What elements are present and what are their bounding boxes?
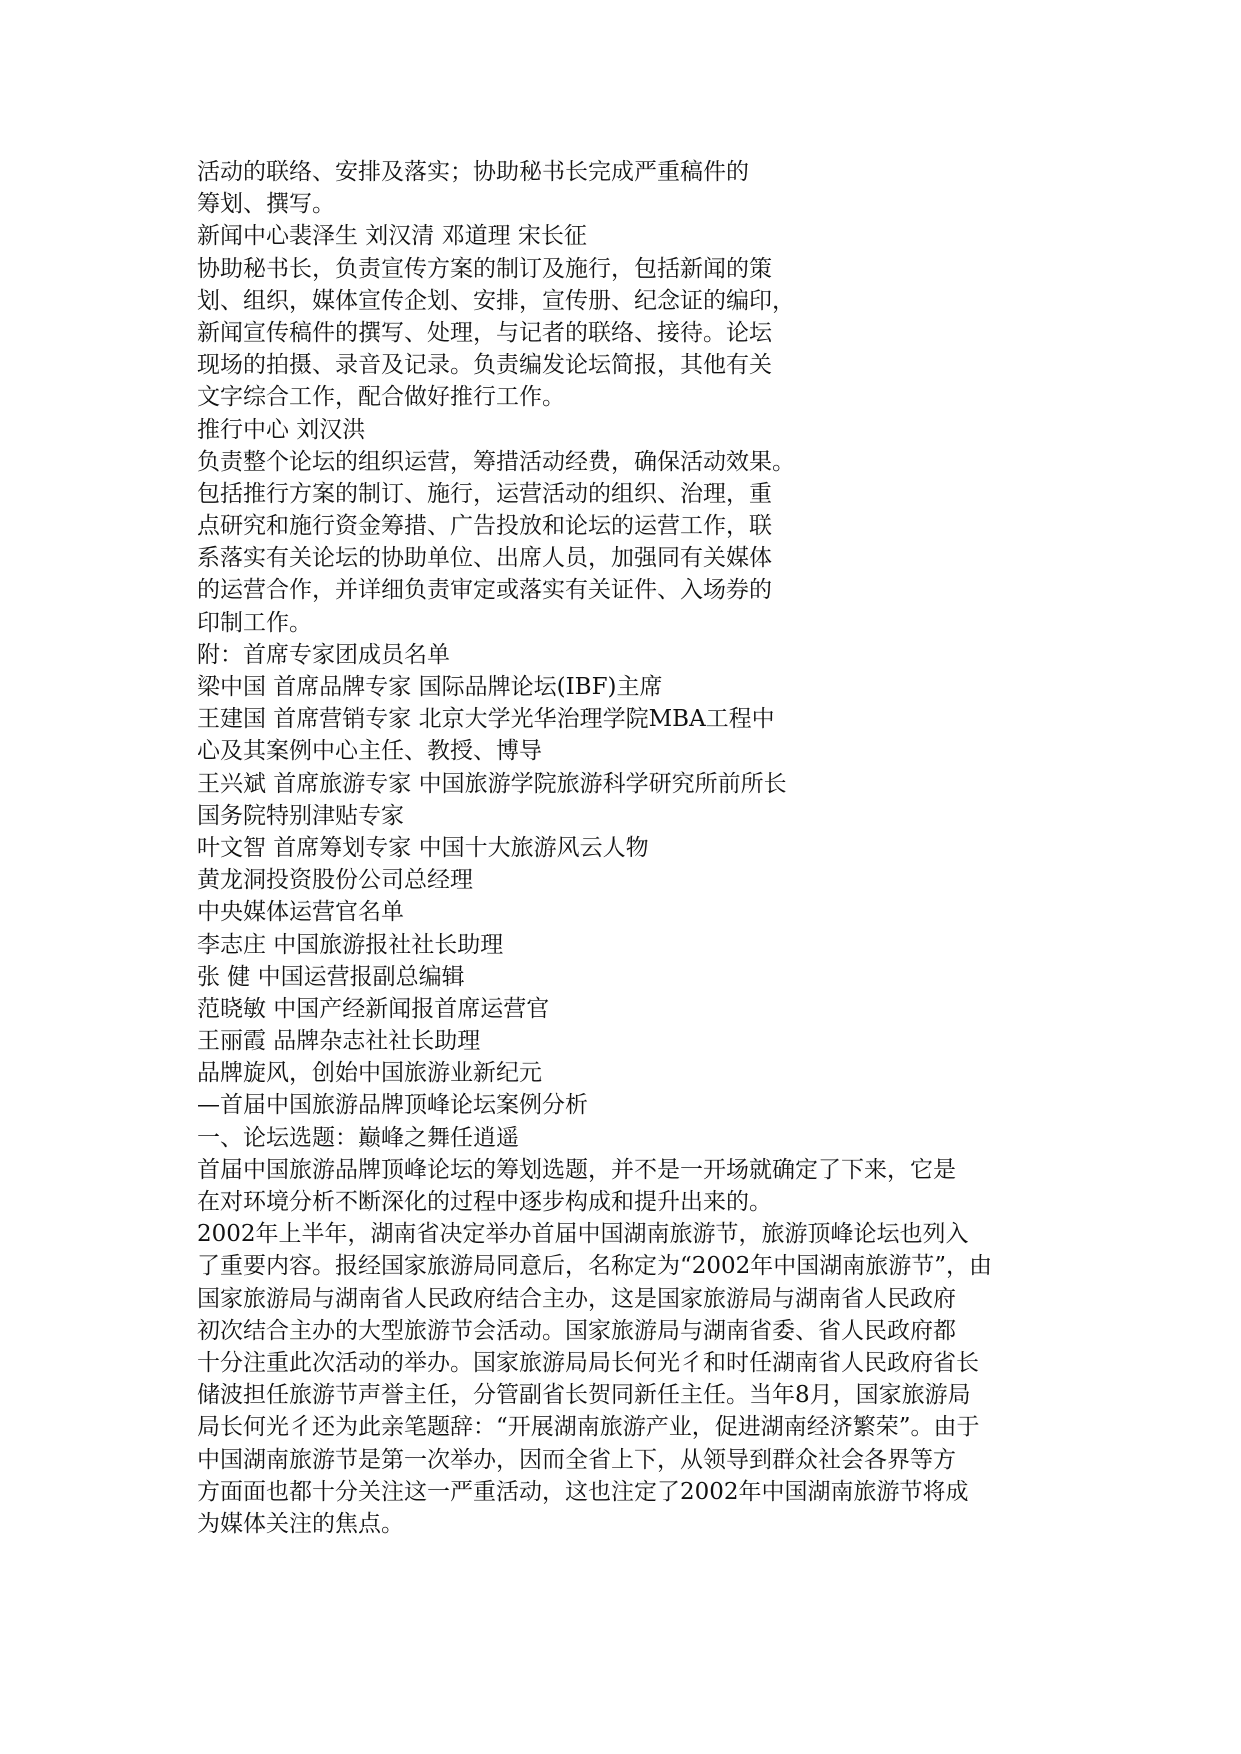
text-line: 方面面也都十分关注这一严重活动，这也注定了2002年中国湖南旅游节将成 — [197, 1478, 969, 1505]
text-line: 在对环境分析不断深化的过程中逐步构成和提升出来的。 — [197, 1189, 772, 1215]
text-line: 中央媒体运营官名单 — [197, 899, 404, 926]
text-line: 局长何光彳还为此亲笔题辞：“开展湖南旅游产业，促进湖南经济繁荣”。由于 — [197, 1414, 980, 1441]
text-line: 首届中国旅游品牌顶峰论坛的筹划选题，并不是一开场就确定了下来，它是 — [197, 1156, 956, 1183]
text-line: 新闻宣传稿件的撰写、处理，与记者的联络、接待。论坛 — [197, 319, 772, 346]
text-line: 现场的拍摄、录音及记录。负责编发论坛简报，其他有关 — [197, 352, 772, 379]
text-line: 王丽霞 品牌杂志社社长助理 — [197, 1028, 481, 1055]
text-line: 系落实有关论坛的协助单位、出席人员，加强同有关媒体 — [197, 545, 772, 572]
text-line: 推行中心 刘汉洪 — [197, 416, 366, 443]
text-line: 包括推行方案的制订、施行，运营活动的组织、治理，重 — [197, 480, 772, 507]
text-line: 一、论坛选题：巅峰之舞任逍遥 — [197, 1124, 519, 1151]
text-line: 国家旅游局与湖南省人民政府结合主办，这是国家旅游局与湖南省人民政府 — [197, 1285, 956, 1312]
text-line: 心及其案例中心主任、教授、博导 — [197, 738, 542, 765]
text-line: 王建国 首席营销专家 北京大学光华治理学院MBA工程中 — [197, 706, 775, 733]
text-line: 品牌旋风，创始中国旅游业新纪元 — [197, 1060, 542, 1087]
text-line: 点研究和施行资金筹措、广告投放和论坛的运营工作，联 — [197, 513, 772, 540]
text-line: 为媒体关注的焦点。 — [197, 1510, 404, 1537]
text-line: —首届中国旅游品牌顶峰论坛案例分析 — [197, 1092, 588, 1119]
text-line: 储波担任旅游节声誉主任，分管副省长贺同新任主任。当年8月，国家旅游局 — [197, 1382, 971, 1409]
text-line: 叶文智 首席筹划专家 中国十大旅游风云人物 — [197, 834, 649, 861]
text-line: 梁中国 首席品牌专家 国际品牌论坛(IBF)主席 — [197, 674, 663, 700]
text-line: 印制工作。 — [197, 609, 312, 636]
text-line: 黄龙洞投资股份公司总经理 — [197, 867, 473, 894]
text-line: 张 健 中国运营报副总编辑 — [197, 963, 465, 990]
text-line: 十分注重此次活动的举办。国家旅游局局长何光彳和时任湖南省人民政府省长 — [197, 1349, 979, 1376]
text-line: 2002年上半年，湖南省决定举办首届中国湖南旅游节，旅游顶峰论坛也列入 — [197, 1221, 969, 1248]
text-line: 初次结合主办的大型旅游节会活动。国家旅游局与湖南省委、省人民政府都 — [197, 1317, 956, 1344]
text-line: 范晓敏 中国产经新闻报首席运营官 — [197, 995, 550, 1022]
text-line: 了重要内容。报经国家旅游局同意后，名称定为“2002年中国湖南旅游节”，由 — [197, 1253, 993, 1280]
text-line: 的运营合作，并详细负责审定或落实有关证件、入场券的 — [197, 577, 772, 604]
text-line: 新闻中心裴泽生 刘汉清 邓道理 宋长征 — [197, 223, 587, 250]
text-line: 中国湖南旅游节是第一次举办，因而全省上下，从领导到群众社会各界等方 — [197, 1446, 956, 1473]
text-line: 活动的联络、安排及落实；协助秘书长完成严重稿件的 — [197, 159, 749, 185]
text-line: 协助秘书长，负责宣传方案的制订及施行，包括新闻的策 — [197, 255, 772, 282]
document-body — [197, 156, 1077, 1540]
text-line: 负责整个论坛的组织运营，筹措活动经费，确保活动效果。 — [197, 448, 795, 475]
text-line: 文字综合工作，配合做好推行工作。 — [197, 384, 565, 411]
text-line: 划、组织，媒体宣传企划、安排，宣传册、纪念证的编印， — [197, 287, 795, 314]
text-line: 附：首席专家团成员名单 — [197, 641, 450, 668]
text-line: 李志庄 中国旅游报社社长助理 — [197, 931, 504, 958]
text-line: 王兴斌 首席旅游专家 中国旅游学院旅游科学研究所前所长 — [197, 770, 787, 797]
text-line: 国务院特别津贴专家 — [197, 802, 404, 829]
text-line: 筹划、撰写。 — [197, 191, 335, 218]
